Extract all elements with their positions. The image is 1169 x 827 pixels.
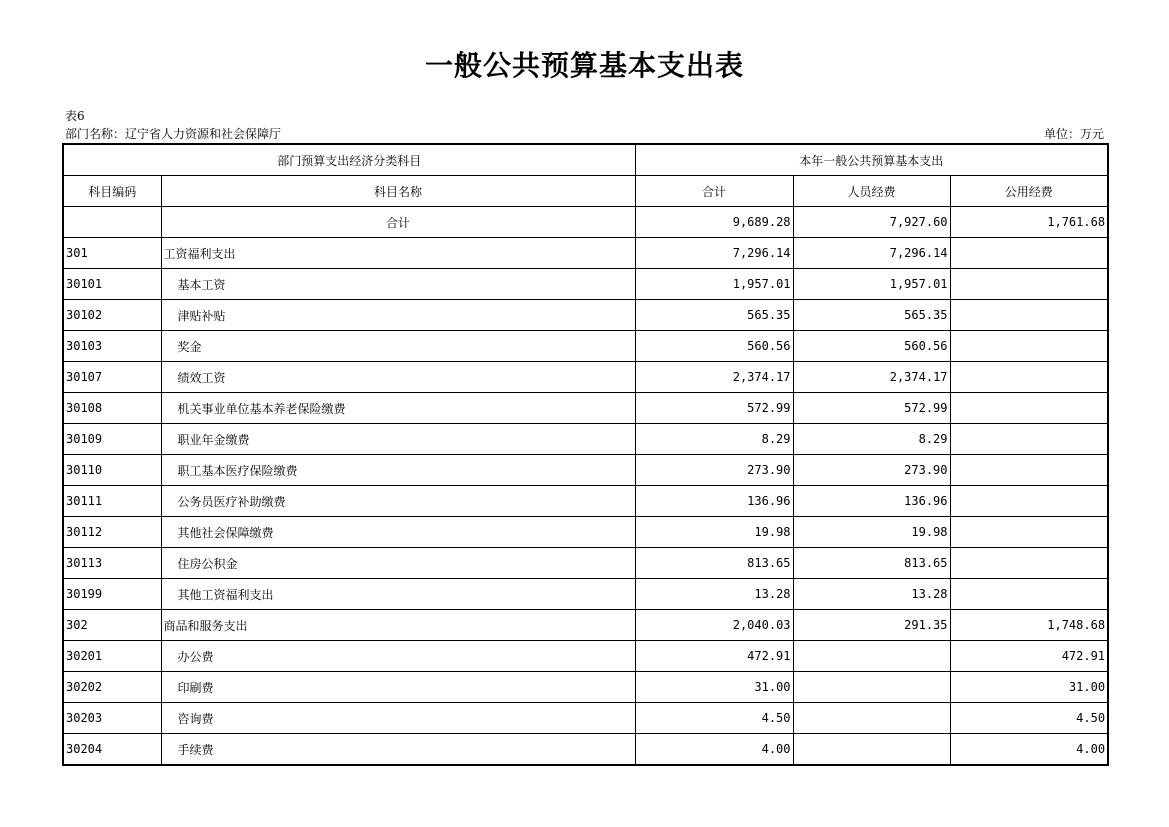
row-personnel: [793, 703, 950, 734]
table-row: [63, 641, 1108, 672]
table-row: [63, 672, 1108, 703]
table-row: [63, 393, 1108, 424]
row-code: 30202: [63, 672, 161, 703]
row-code: 30113: [63, 548, 161, 579]
row-public: [950, 579, 1108, 610]
table-row: [63, 269, 1108, 300]
header-group-left: 部门预算支出经济分类科目: [63, 144, 635, 176]
total-personnel: 7,927.60: [793, 207, 950, 238]
row-code: 301: [63, 238, 161, 269]
header-total: 合计: [635, 176, 793, 207]
row-code: 30112: [63, 517, 161, 548]
header-column-row: [63, 176, 1108, 207]
total-row: [63, 207, 1108, 238]
row-name: 咨询费: [161, 703, 635, 734]
row-name: 职业年金缴费: [161, 424, 635, 455]
total-name: 合计: [161, 207, 635, 238]
row-public: [950, 393, 1108, 424]
row-total: 4.50: [635, 703, 793, 734]
row-total: 2,374.17: [635, 362, 793, 393]
row-total: 1,957.01: [635, 269, 793, 300]
row-code: 30107: [63, 362, 161, 393]
row-code: 30102: [63, 300, 161, 331]
table-row: [63, 734, 1108, 766]
row-code: 30110: [63, 455, 161, 486]
row-public: 31.00: [950, 672, 1108, 703]
table-row: [63, 238, 1108, 269]
row-code: 30111: [63, 486, 161, 517]
table-row: [63, 610, 1108, 641]
row-name: 基本工资: [161, 269, 635, 300]
row-public: [950, 331, 1108, 362]
row-public: 4.50: [950, 703, 1108, 734]
row-total: 572.99: [635, 393, 793, 424]
header-group-right: 本年一般公共预算基本支出: [635, 144, 1108, 176]
row-personnel: 565.35: [793, 300, 950, 331]
row-personnel: 7,296.14: [793, 238, 950, 269]
row-code: 30108: [63, 393, 161, 424]
total-public: 1,761.68: [950, 207, 1108, 238]
budget-table: [62, 143, 1109, 766]
row-personnel: [793, 734, 950, 766]
row-personnel: 813.65: [793, 548, 950, 579]
row-personnel: 13.28: [793, 579, 950, 610]
row-total: 4.00: [635, 734, 793, 766]
table-row: [63, 703, 1108, 734]
header-group-row: [63, 144, 1108, 176]
header-public: 公用经费: [950, 176, 1108, 207]
row-public: 472.91: [950, 641, 1108, 672]
row-personnel: 2,374.17: [793, 362, 950, 393]
row-total: 2,040.03: [635, 610, 793, 641]
header-code: 科目编码: [63, 176, 161, 207]
table-row: [63, 424, 1108, 455]
row-public: 4.00: [950, 734, 1108, 766]
row-name: 其他社会保障缴费: [161, 517, 635, 548]
row-personnel: 560.56: [793, 331, 950, 362]
row-code: 30204: [63, 734, 161, 766]
row-personnel: 572.99: [793, 393, 950, 424]
row-total: 565.35: [635, 300, 793, 331]
table-row: [63, 517, 1108, 548]
row-name: 办公费: [161, 641, 635, 672]
row-personnel: 19.98: [793, 517, 950, 548]
row-name: 奖金: [161, 331, 635, 362]
row-public: [950, 455, 1108, 486]
row-total: 273.90: [635, 455, 793, 486]
page-title: 一般公共预算基本支出表: [424, 49, 744, 82]
total-total: 9,689.28: [635, 207, 793, 238]
row-name: 印刷费: [161, 672, 635, 703]
row-name: 商品和服务支出: [161, 610, 635, 641]
row-public: [950, 517, 1108, 548]
row-name: 手续费: [161, 734, 635, 766]
row-name: 绩效工资: [161, 362, 635, 393]
row-public: 1,748.68: [950, 610, 1108, 641]
header-name: 科目名称: [161, 176, 635, 207]
department-name: 部门名称：辽宁省人力资源和社会保障厅: [65, 127, 282, 141]
row-name: 津贴补贴: [161, 300, 635, 331]
row-public: [950, 238, 1108, 269]
row-personnel: [793, 672, 950, 703]
row-total: 8.29: [635, 424, 793, 455]
row-code: 30203: [63, 703, 161, 734]
row-code: 30103: [63, 331, 161, 362]
row-code: 30201: [63, 641, 161, 672]
row-code: 30101: [63, 269, 161, 300]
table-number: 表6: [65, 109, 85, 123]
row-name: 机关事业单位基本养老保险缴费: [161, 393, 635, 424]
row-public: [950, 300, 1108, 331]
row-personnel: 1,957.01: [793, 269, 950, 300]
row-code: 30199: [63, 579, 161, 610]
row-personnel: 136.96: [793, 486, 950, 517]
table-row: [63, 300, 1108, 331]
row-name: 工资福利支出: [161, 238, 635, 269]
row-personnel: 8.29: [793, 424, 950, 455]
row-total: 19.98: [635, 517, 793, 548]
row-total: 813.65: [635, 548, 793, 579]
row-total: 136.96: [635, 486, 793, 517]
table-row: [63, 486, 1108, 517]
row-name: 住房公积金: [161, 548, 635, 579]
row-public: [950, 424, 1108, 455]
row-public: [950, 269, 1108, 300]
row-name: 其他工资福利支出: [161, 579, 635, 610]
total-code: [63, 207, 161, 238]
table-row: [63, 455, 1108, 486]
unit-label: 单位：万元: [1043, 127, 1104, 141]
row-public: [950, 362, 1108, 393]
row-code: 302: [63, 610, 161, 641]
row-total: 7,296.14: [635, 238, 793, 269]
row-personnel: 291.35: [793, 610, 950, 641]
row-code: 30109: [63, 424, 161, 455]
row-public: [950, 548, 1108, 579]
row-personnel: 273.90: [793, 455, 950, 486]
table-row: [63, 548, 1108, 579]
row-public: [950, 486, 1108, 517]
row-total: 472.91: [635, 641, 793, 672]
table-row: [63, 579, 1108, 610]
row-total: 13.28: [635, 579, 793, 610]
table-row: [63, 362, 1108, 393]
row-personnel: [793, 641, 950, 672]
row-name: 职工基本医疗保险缴费: [161, 455, 635, 486]
table-row: [63, 331, 1108, 362]
row-total: 31.00: [635, 672, 793, 703]
header-personnel: 人员经费: [793, 176, 950, 207]
row-total: 560.56: [635, 331, 793, 362]
row-name: 公务员医疗补助缴费: [161, 486, 635, 517]
